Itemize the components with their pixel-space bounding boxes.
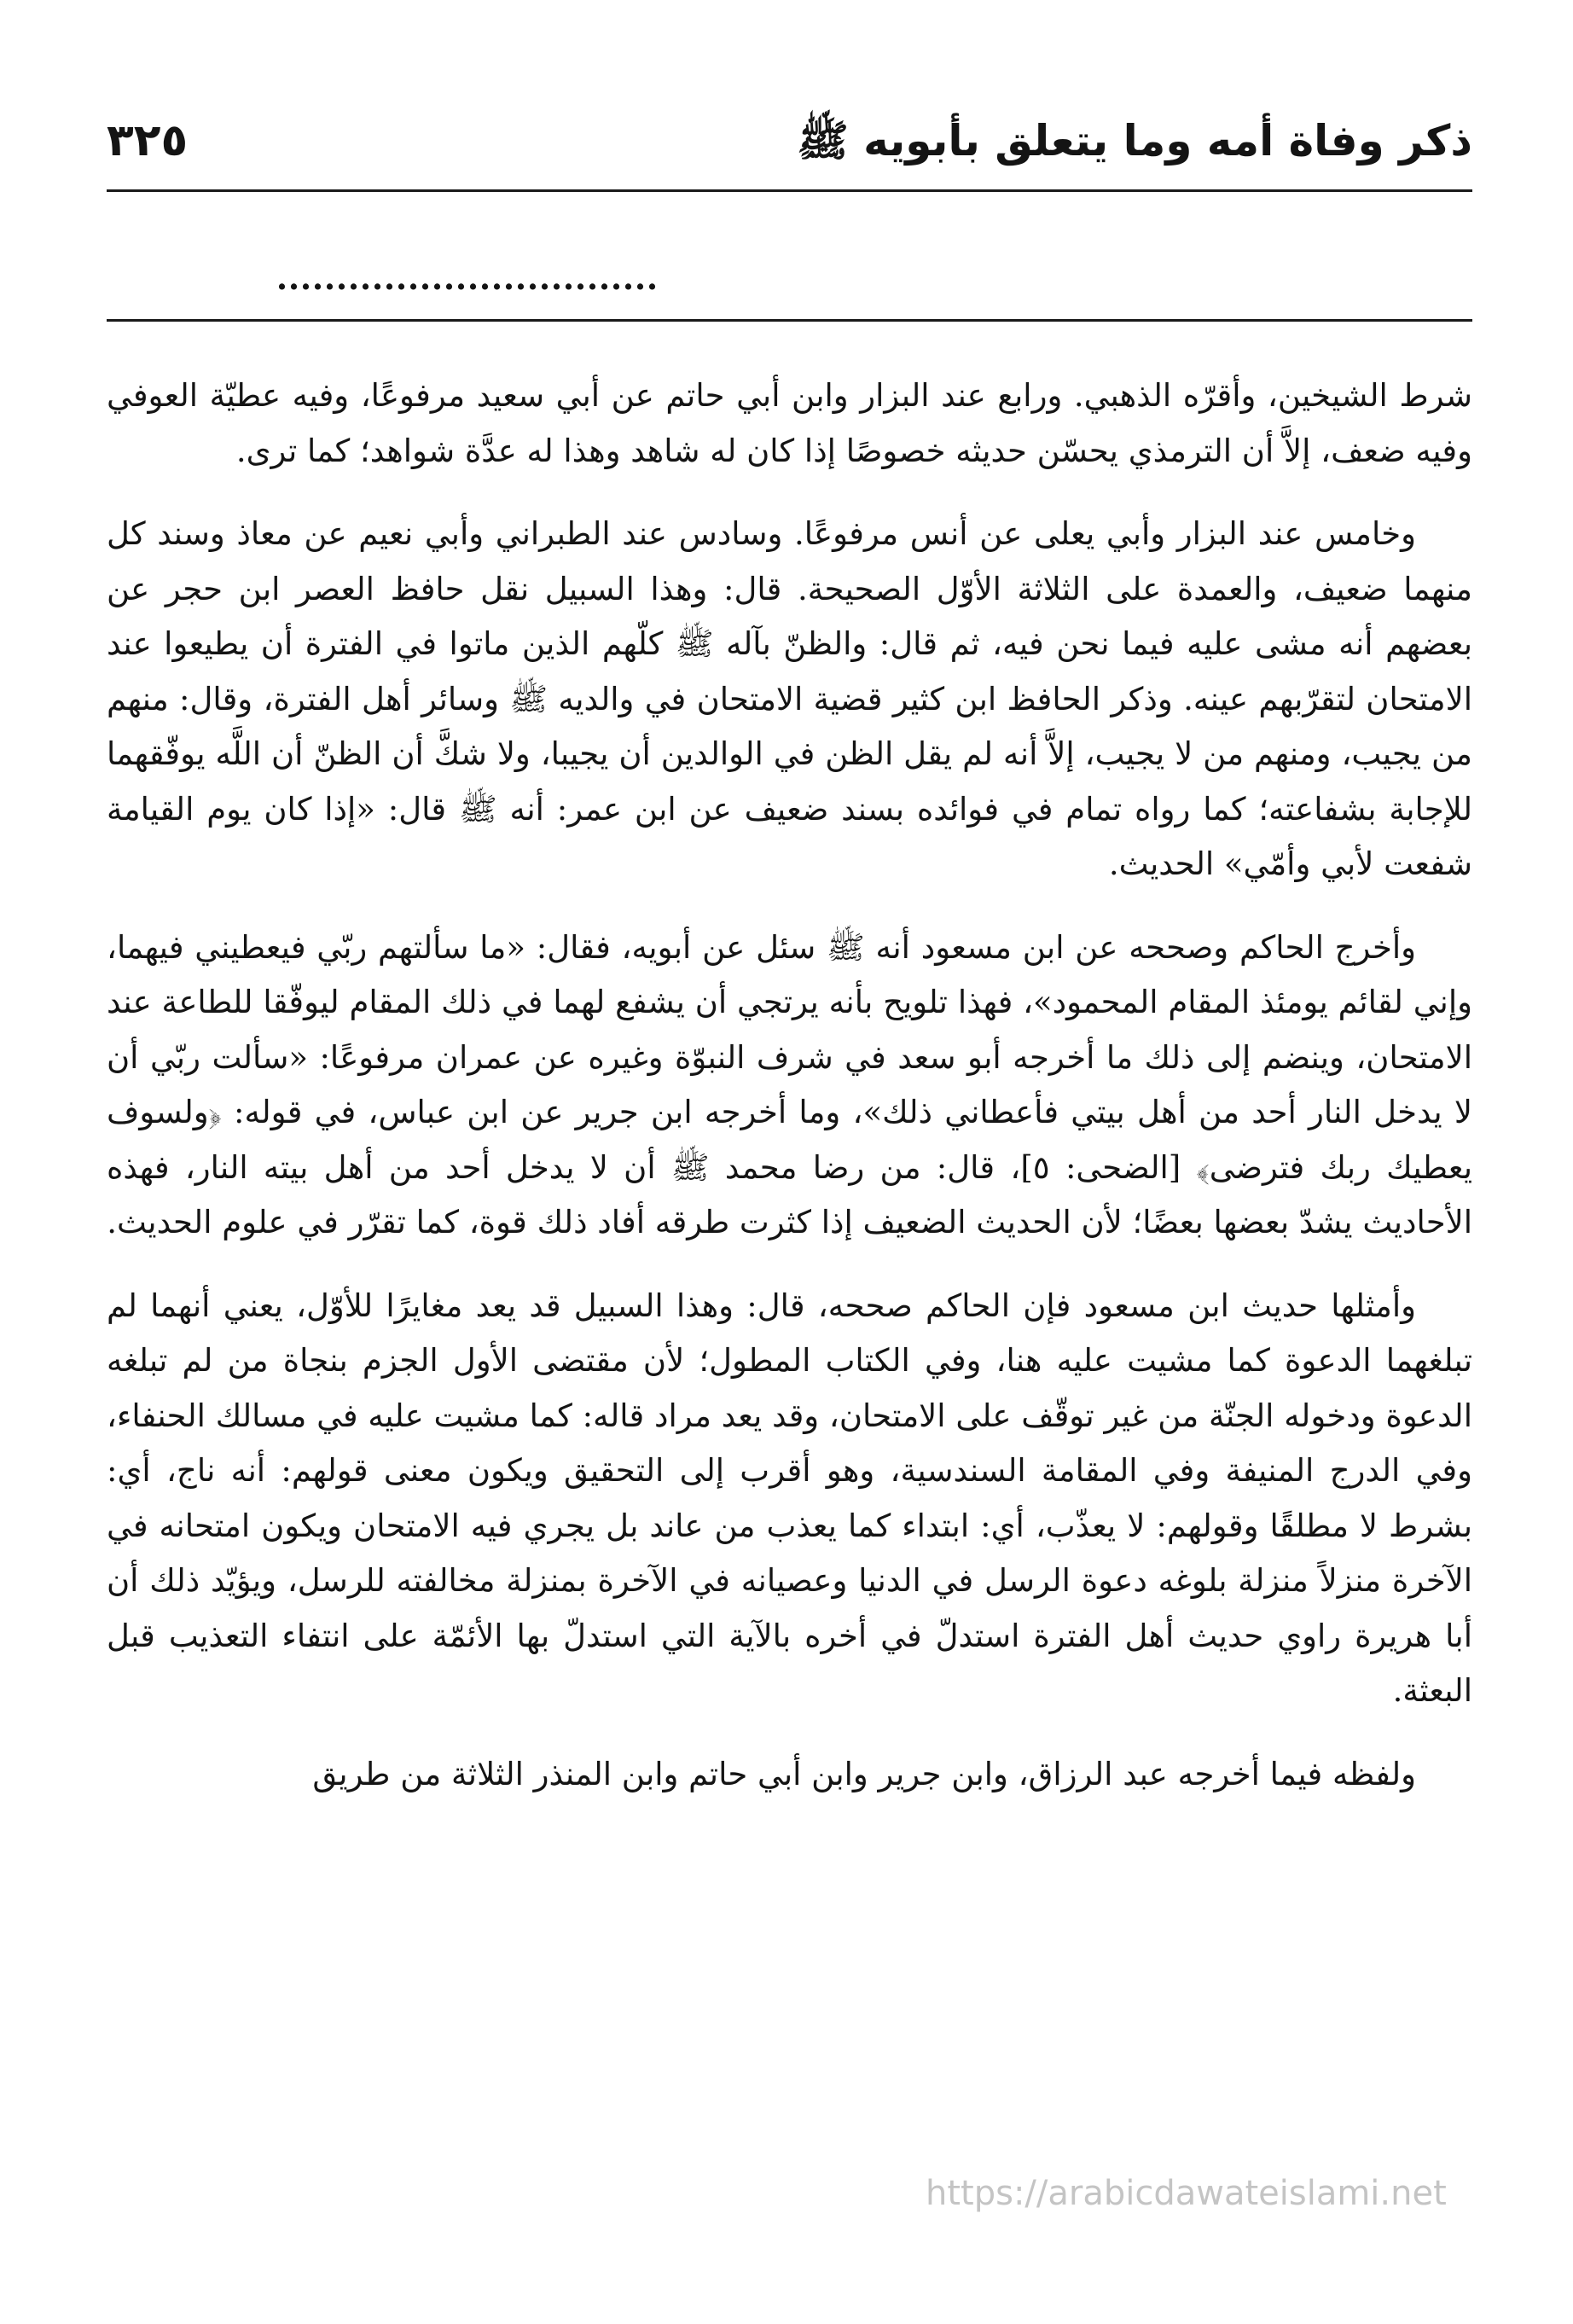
header-rule <box>107 189 1472 192</box>
paragraph: شرط الشيخين، وأقرّه الذهبي. ورابع عند البزار وابن أبي حاتم عن أبي سعيد مرفوعًا، وفيه عطيّة العوفي وفيه ضعف، إلاَّ أن الترمذي يحسّن حديثه خصوصًا إذا كان له شاهد وهذا له عدَّة شواهد؛ كما ترى. <box>107 377 1472 469</box>
page-header <box>107 104 1472 194</box>
watermark-url: https://arabicdawateislami.net <box>926 2174 1447 2213</box>
paragraph: وأمثلها حديث ابن مسعود فإن الحاكم صححه، قال: وهذا السبيل قد يعد مغايرًا للأوّل، يعني أنهما لم تبلغهما الدعوة كما مشيت عليه هنا، وفي الكتاب المطول؛ لأن مقتضى الأول الجزم بنجاة من لم تبلغه الدعوة ودخوله الجنّة من غير توقّف على الامتحان، وقد يعد مراد قاله: كما مشيت عليه في مسالك الحنفاء، وفي الدرج المنيفة وفي المقامة السندسية، وهو أقرب إلى التحقيق ويكون معنى قولهم: أنه ناج، أي: بشرط لا مطلقًا وقولهم: لا يعذّب، أي: ابتداء كما يعذب من عاند بل يجري فيه الامتحان ويكون امتحانه في الآخرة منزلاً منزلة بلوغه دعوة الرسل في الدنيا وعصيانه في الآخرة بمنزلة مخالفته للرسل، ويؤيّد ذلك أن أبا هريرة راوي حديث أهل الفترة استدلّ في أخره بالآية التي استدلّ بها الأئمّة على انتفاء التعذيب قبل البعثة. <box>107 1287 1472 1709</box>
paragraph: ولفظه فيما أخرجه عبد الرزاق، وابن جرير وابن أبي حاتم وابن المنذر الثلاثة من طريق <box>312 1755 1416 1792</box>
paragraph: وأخرج الحاكم وصححه عن ابن مسعود أنه ﷺ سئل عن أبويه، فقال: «ما سألتهم ربّي فيعطيني فيهما، وإني لقائم يومئذ المقام المحمود»، فهذا تلويح بأنه يرتجي أن يشفع لهما في ذلك المقام ليوفّقا للطاعة عند الامتحان، وينضم إلى ذلك ما أخرجه أبو سعد في شرف النبوّة وغيره عن عمران مرفوعًا: «سألت ربّي أن لا يدخل النار أحد من أهل بيتي فأعطاني ذلك»، وما أخرجه ابن جرير عن ابن عباس، في قوله: ﴿ولسوف يعطيك ربك فترضى﴾ [الضحى: ٥]، قال: من رضا محمد ﷺ أن لا يدخل أحد من أهل بيته النار، فهذه الأحاديث يشدّ بعضها بعضًا؛ لأن الحديث الضعيف إذا كثرت طرقه أفاد ذلك قوة، كما تقرّر في علوم الحديث. <box>107 928 1472 1240</box>
separator-rule <box>107 319 1472 322</box>
paragraph: وخامس عند البزار وأبي يعلى عن أنس مرفوعًا. وسادس عند الطبراني وأبي نعيم عن معاذ وسند كل منهما ضعيف، والعمدة على الثلاثة الأوّل الصحيحة. قال: وهذا السبيل نقل حافظ العصر ابن حجر عن بعضهم أنه مشى عليه فيما نحن فيه، ثم قال: والظنّ بآله ﷺ كلّهم الذين ماتوا في الفترة أن يطيعوا عند الامتحان لتقرّبهم عينه. وذكر الحافظ ابن كثير قضية الامتحان في والديه ﷺ وسائر أهل الفترة، وقال: منهم من يجيب، ومنهم من لا يجيب، إلاَّ أنه لم يقل الظن في الوالدين أن يجيبا، ولا شكَّ أن الظنّ أن اللَّه يوفّقهما للإجابة بشفاعته؛ كما رواه تمام في فوائده بسند ضعيف عن ابن عمر: أنه ﷺ قال: «إذا كان يوم القيامة شفعت لأبي وأمّي» الحديث. <box>107 515 1472 882</box>
body-text <box>107 369 1472 1830</box>
page-number: ٣٢٥ <box>107 115 189 166</box>
footnote-continuation-dots: ................................ <box>277 256 659 298</box>
running-title: ذكر وفاة أمه وما يتعلق بأبويه ﷺ <box>797 116 1472 166</box>
